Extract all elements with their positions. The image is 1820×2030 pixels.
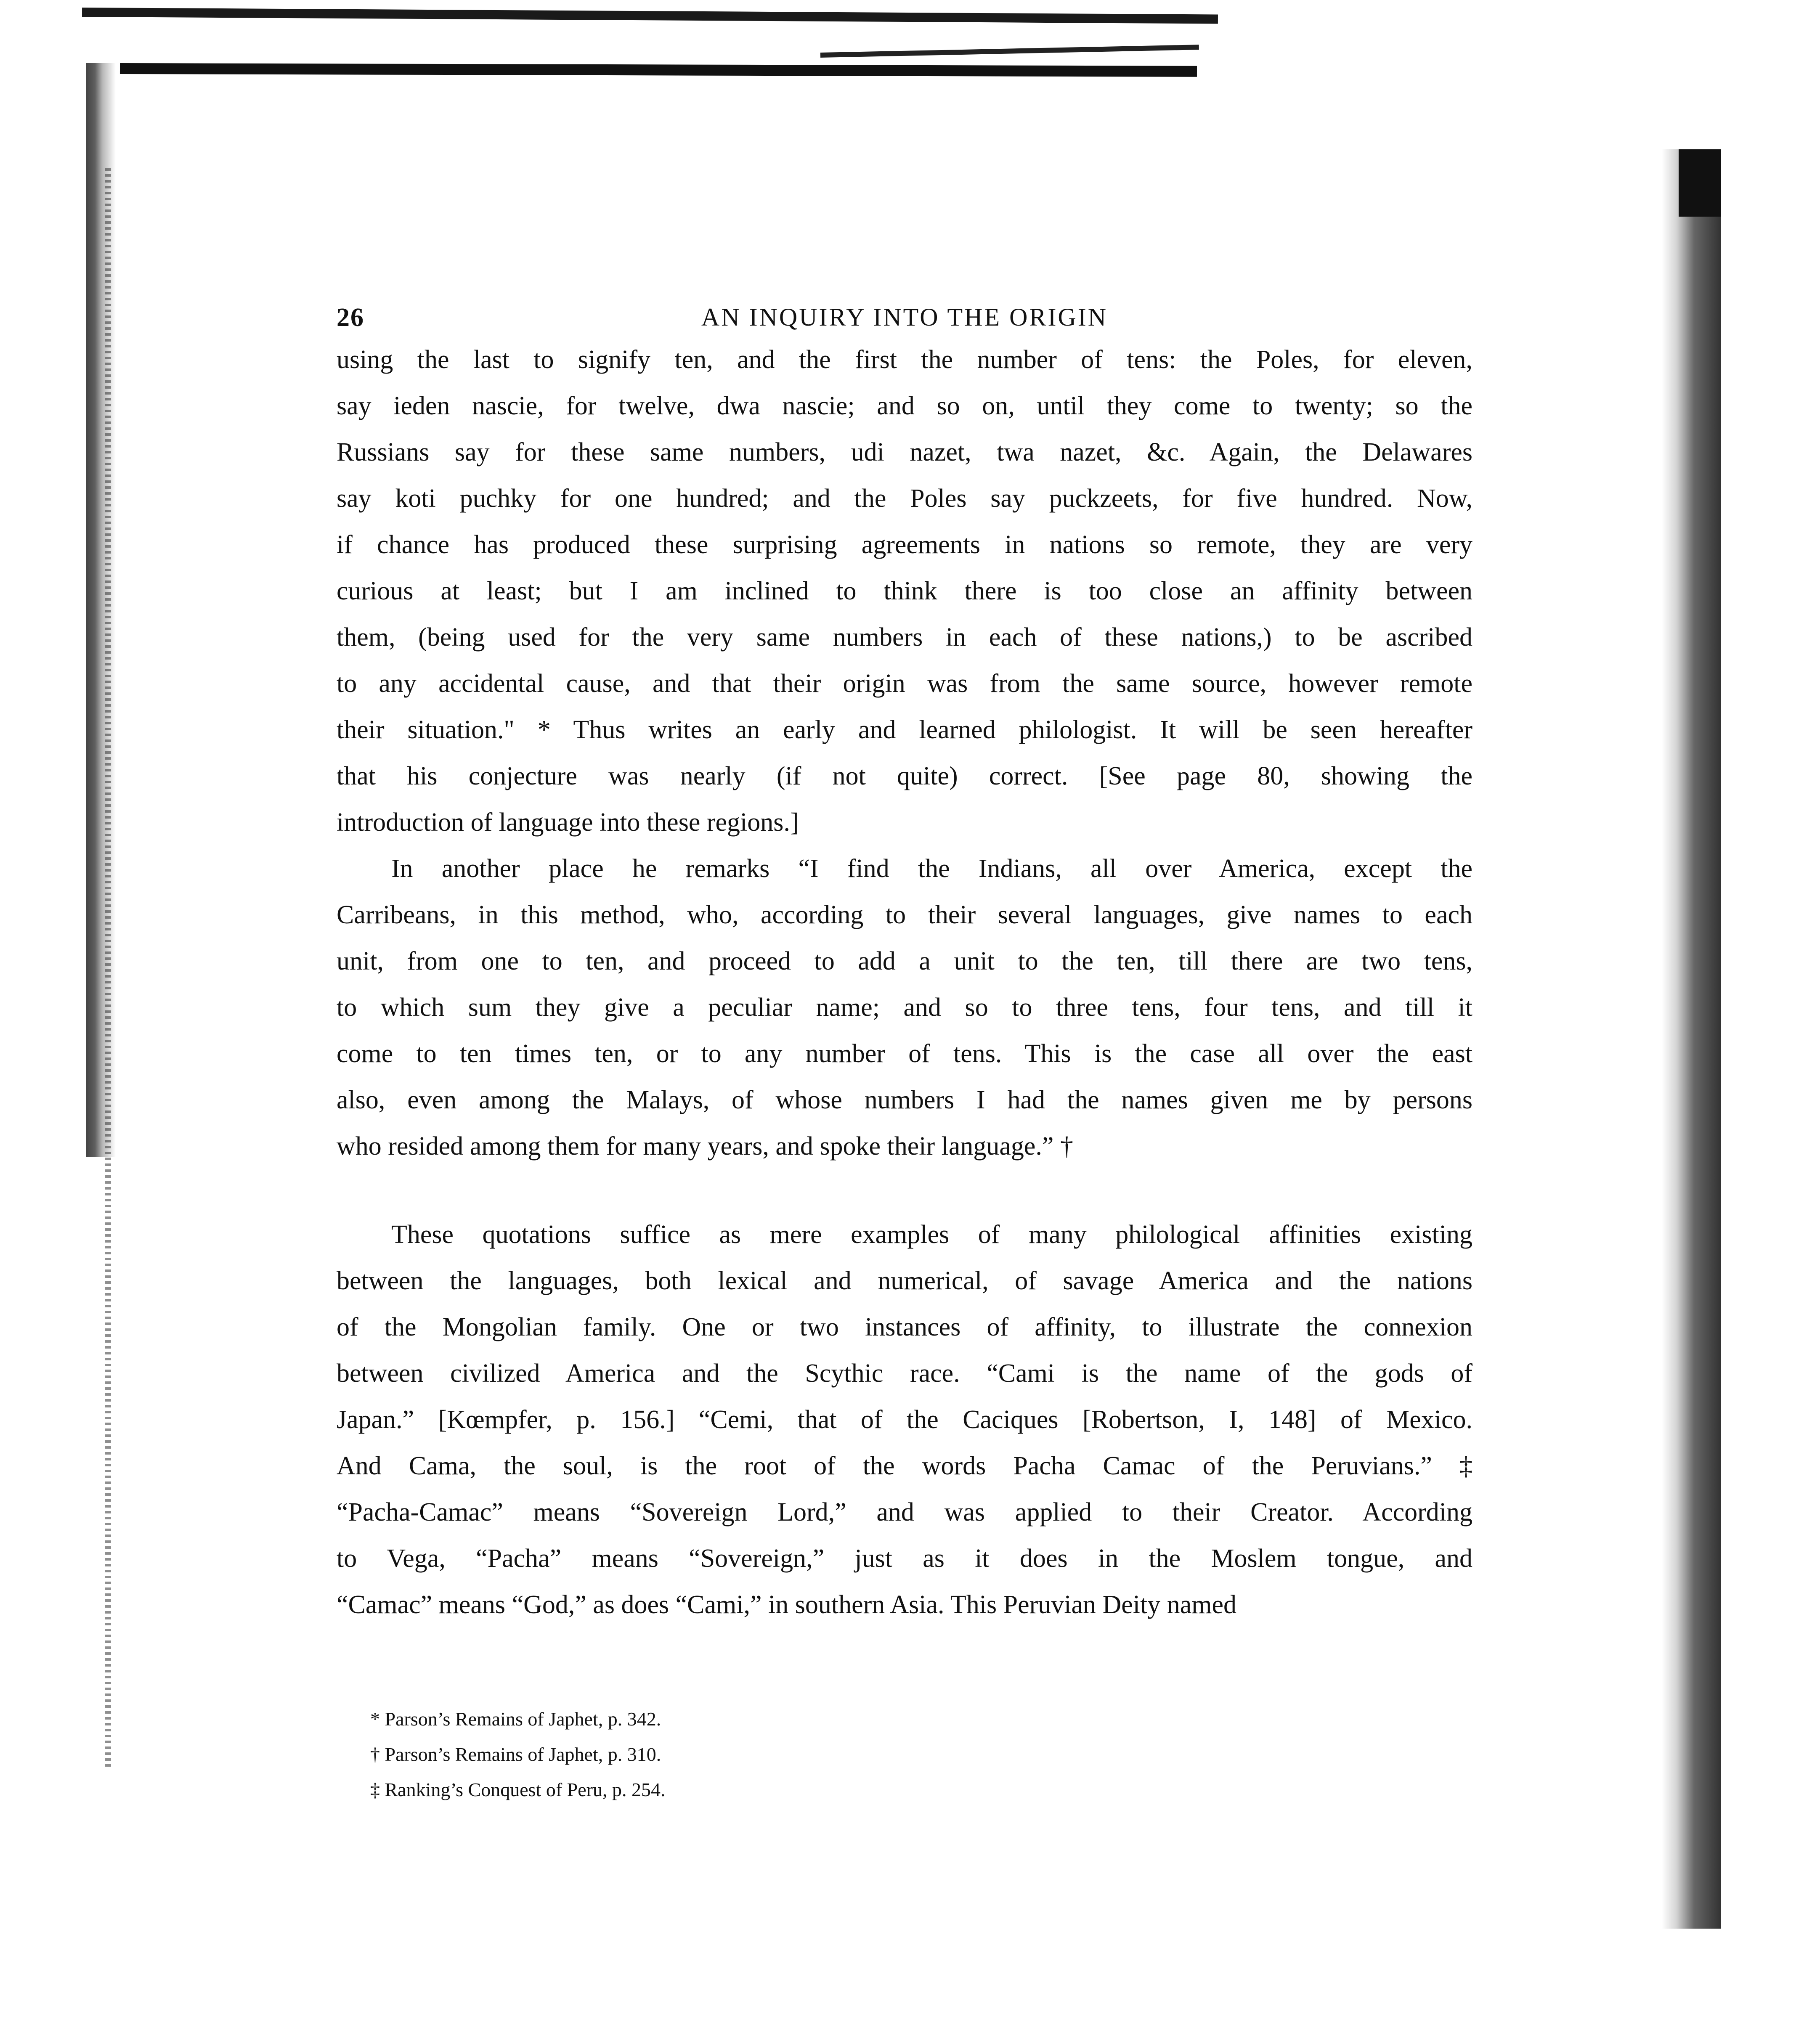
text-line: them, (being used for the very same numbers in each of these nations,) to be ascribed (337, 623, 1472, 652)
text-line: say koti puchky for one hundred; and the Poles say puckzeets, for five hundred. Now, (337, 484, 1472, 513)
scan-edge-top (82, 8, 1218, 24)
text-line: say ieden nascie, for twelve, dwa nascie; and so on, until they come to twenty; so the (337, 392, 1472, 420)
text-line: their situation." * Thus writes an early and learned philologist. It will be seen hereafter (337, 716, 1472, 744)
footnote: * Parson’s Remains of Japhet, p. 342. (370, 1708, 661, 1730)
scan-edge-right (1662, 149, 1721, 1929)
paragraph (337, 845, 1472, 1169)
text-line: “Camac” means “God,” as does “Cami,” in southern Asia. This Peruvian Deity named (337, 1590, 1236, 1619)
scan-edge-right-tip (1679, 149, 1721, 217)
text-line: using the last to signify ten, and the first the number of tens: the Poles, for eleven, (337, 345, 1472, 374)
text-line: between civilized America and the Scythic race. “Cami is the name of the gods of (337, 1359, 1472, 1388)
page-number: 26 (337, 303, 364, 332)
text-line: also, even among the Malays, of whose numbers I had the names given me by persons (337, 1086, 1472, 1114)
text-line: “Pacha-Camac” means “Sovereign Lord,” and was applied to their Creator. According (337, 1498, 1472, 1526)
paragraph (337, 1211, 1472, 1628)
text-line: to Vega, “Pacha” means “Sovereign,” just as it does in the Moslem tongue, and (337, 1544, 1472, 1573)
text-line: come to ten times ten, or to any number of tens. This is the case all over the east (337, 1039, 1472, 1068)
text-line: curious at least; but I am inclined to think there is too close an affinity between (337, 577, 1472, 605)
text-line: And Cama, the soul, is the root of the words Pacha Camac of the Peruvians.” ‡ (337, 1452, 1472, 1480)
page-body (337, 294, 1472, 1628)
text-line: Carribeans, in this method, who, according to their several languages, give names to each (337, 901, 1472, 929)
text-line: between the languages, both lexical and numerical, of savage America and the nations (337, 1267, 1472, 1295)
text-line: unit, from one to ten, and proceed to add a unit to the ten, till there are two tens, (337, 947, 1472, 975)
running-head: AN INQUIRY INTO THE ORIGIN (701, 303, 1108, 331)
footnotes (370, 1701, 665, 1807)
text-line: who resided among them for many years, and spoke their language.” † (337, 1132, 1073, 1161)
scan-edge-top-fold (820, 45, 1199, 58)
footnote: ‡ Ranking’s Conquest of Peru, p. 254. (370, 1779, 666, 1800)
text-body (337, 337, 1472, 1628)
paragraph-gap (337, 1169, 1472, 1211)
paragraph (337, 337, 1472, 845)
scan-edge-left-specks (105, 168, 111, 1767)
text-line: of the Mongolian family. One or two instances of affinity, to illustrate the connexion (337, 1313, 1472, 1341)
text-line: that his conjecture was nearly (if not quite) correct. [See page 80, showing the (337, 762, 1472, 790)
text-line: to which sum they give a peculiar name; and so to three tens, four tens, and till it (337, 993, 1472, 1022)
text-line: In another place he remarks “I find the Indians, all over America, except the (391, 854, 1472, 883)
footnote: † Parson’s Remains of Japhet, p. 310. (370, 1744, 661, 1765)
text-line: Japan.” [Kœmpfer, p. 156.] “Cemi, that of the Caciques [Robertson, I, 148] of Mexico. (337, 1405, 1472, 1434)
text-line: if chance has produced these surprising agreements in nations so remote, they are very (337, 530, 1472, 559)
scan-edge-left (86, 63, 116, 1157)
page-header (337, 294, 1472, 337)
text-line: to any accidental cause, and that their origin was from the same source, however remote (337, 669, 1472, 698)
text-line: These quotations suffice as mere examples of many philological affinities existing (391, 1220, 1472, 1249)
scan-edge-top-inner (120, 63, 1197, 77)
text-line: Russians say for these same numbers, udi nazet, twa nazet, &c. Again, the Delawares (337, 438, 1472, 466)
text-line: introduction of language into these regions.] (337, 808, 799, 837)
